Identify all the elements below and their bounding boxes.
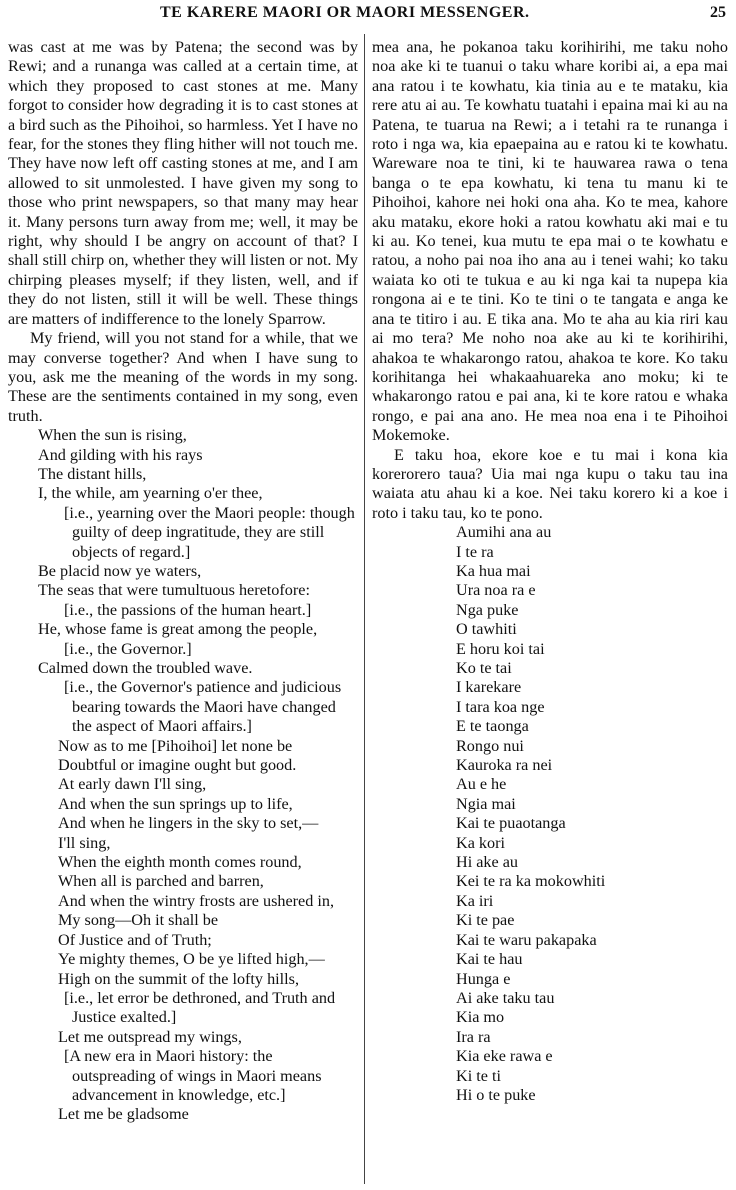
maori-poem-line: Au e he (456, 775, 507, 794)
english-column (8, 38, 358, 1125)
maori-poem-line: Kia mo (456, 1008, 505, 1027)
maori-poem-line: Hi o te puke (456, 1085, 536, 1104)
maori-column (372, 38, 728, 1105)
poem-note: [i.e., the passions of the human heart.] (64, 600, 312, 619)
poem-line: Be placid now ye waters, (38, 561, 202, 580)
maori-second-paragraph: E taku hoa, ekore koe e tu mai i kona kia korerorero taua? Uia mai nga kupu o taku tau ina waiata atu ahau ki a koe. Nei taku korero ki a koe i roto i taku tau, ko te pono. (372, 445, 728, 522)
maori-poem-line: Ira ra (456, 1027, 491, 1046)
poem-line: Calmed down the troubled wave. (38, 659, 253, 677)
poem-line: When the eighth month comes round, (58, 853, 302, 872)
poem-note: [i.e., yearning over the Maori people: though guilty of deep ingratitude, they are still objects of regard.] (64, 503, 355, 561)
maori-poem-line: I te ra (456, 542, 494, 561)
poem-line: At early dawn I'll sing, (58, 775, 207, 794)
english-second-paragraph: My friend, will you not stand for a while, that we may converse together? And when I have sung to you, ask me the meaning of the words in my song. These are the sentiments contained in my song, even truth. (8, 329, 358, 425)
poem-line: And when the sun springs up to life, (58, 794, 293, 813)
maori-poem-line: Ki te pae (456, 911, 515, 930)
poem-line: Let me outspread my wings, (58, 1027, 242, 1046)
maori-poem-line: Kauroka ra nei (456, 756, 553, 775)
poem-line: My song—Oh it shall be (58, 911, 219, 930)
page-header (0, 4, 736, 32)
poem-line: I, the while, am yearning o'er thee, (38, 484, 263, 503)
maori-opening-paragraph: mea ana, he pokanoa taku korihirihi, me taku noho noa ake ki te tuanui o taku whare koribi ai, a epa mai ana ratou i te kowhatu, kia tinia au e te mataku, kia rere atu ai au. Te kowhatu tuatahi i epaina mai ki au na Patena, te tuarua na Rewi; a i tetahi ra te runanga i roto i nga wa, kia epaepaina au e ratou ki te kowhatu. Wareware noa te tini, ki te hauwarea rawa o tena banga o te epa kowhatu, ki tena tu manu ki te Pihoihoi, kahore nei hoki ona aha. Ko te mea, kahore aku mataku, ekore hoki a ratou kowhatu aki mai e tu ki au. Ko tenei, kua mutu te epa mai o te kowhatu e ratou, a noho pai noa iho ana au i tenei wahi; ko taku waiata ko oti te tukua e au ki nga kai ta nupepa kia rongona ai e te tini. Ko te tini o te tangata e anga ke ana te titiro i au. E tika ana. Mo te aha au kia riri kau ai mo tera? Me noho noa ake au ki te korihirihi, ahakoa te whakarongo ratou, ahakoa te kore. Ko taku korihitanga hei whakaahuareka ano moku; ki te whakarongo ratou e pai ana, ki te kore ratou e whaka rongo, e pai ana ano. He mea noa ena i te Pihoihoi Mokemoke. (372, 38, 728, 445)
maori-poem-line: Ka hua mai (456, 561, 531, 580)
poem-line: And gilding with his rays (38, 445, 203, 464)
poem-line: The distant hills, (38, 464, 147, 483)
poem-note: [i.e., the Governor's patience and judicious bearing towards the Maori have changed the aspect of Maori affairs.] (64, 678, 342, 736)
poem-note: [i.e., let error be dethroned, and Truth and Justice exalted.] (64, 988, 336, 1027)
maori-poem-line: I karekare (456, 678, 522, 697)
poem-line: Ye mighty themes, O be ye lifted high,— (58, 950, 325, 969)
column-divider (364, 34, 365, 1184)
maori-poem-line: Ko te tai (456, 659, 512, 677)
english-poem (8, 426, 358, 1125)
poem-note: [i.e., the Governor.] (64, 639, 192, 658)
maori-poem-line: Hunga e (456, 969, 511, 988)
poem-line: And when the wintry frosts are ushered in, (58, 891, 335, 910)
poem-line: When all is parched and barren, (58, 872, 264, 891)
poem-line: The seas that were tumultuous heretofore: (38, 581, 310, 600)
maori-poem-line: Kei te ra ka mokowhiti (456, 872, 606, 891)
poem-line: And when he lingers in the sky to set,— (58, 814, 319, 833)
maori-poem-line: Kai te waru pakapaka (456, 930, 597, 949)
maori-poem-line: O tawhiti (456, 620, 517, 639)
poem-line: Let me be gladsome (58, 1105, 189, 1124)
poem-note: [A new era in Maori history: the outspreading of wings in Maori means advancement in knowledge, etc.] (64, 1047, 322, 1104)
poem-line: High on the summit of the lofty hills, (58, 969, 300, 988)
poem-line: When the sun is rising, (38, 426, 187, 445)
poem-line: Doubtful or imagine ought but good. (58, 756, 297, 775)
maori-poem-line: Ai ake taku tau (456, 988, 555, 1007)
maori-poem-line: Nga puke (456, 600, 519, 619)
maori-poem-line: Kia eke rawa e (456, 1047, 553, 1066)
poem-line: Now as to me [Pihoihoi] let none be (58, 736, 293, 755)
english-opening-paragraph: was cast at me was by Patena; the second was by Rewi; and a runanga was called at a certain time, at which they proposed to cast stones at me. Many forgot to consider how degrading it is to cast stones at a bird such as the Pihoihoi, so harmless. Yet I have no fear, for the stones they fling hither will not touch me. They have now left off casting stones at me, and I am allowed to sit unmolested. I have given my song to those who print newspapers, so that many may hear it. Many persons turn away from me; well, it may be right, why should I be angry on account of that? I shall still chirp on, whether they will listen or not. My chirping pleases myself; if they listen, well, and if they do not listen, still it will be well. These things are matters of indifference to the lonely Sparrow. (8, 38, 358, 328)
maori-poem-line: Ki te ti (456, 1066, 501, 1085)
maori-poem-line: Hi ake au (456, 853, 519, 872)
maori-poem-line: Rongo nui (456, 736, 524, 755)
maori-poem-line: I tara koa nge (456, 697, 545, 716)
maori-poem-line: Ngia mai (456, 794, 516, 813)
maori-poem-line: E horu koi tai (456, 639, 545, 658)
poem-line: He, whose fame is great among the people, (38, 620, 318, 639)
maori-poem-line: Aumihi ana au (456, 523, 552, 542)
maori-poem-line: Ka kori (456, 833, 505, 852)
maori-poem-line: E te taonga (456, 717, 529, 736)
maori-poem-line: Ka iri (456, 891, 494, 910)
maori-poem-line: Ura noa ra e (456, 581, 536, 600)
maori-poem-line: Kai te hau (456, 950, 523, 969)
newspaper-title: TE KARERE MAORI OR MAORI MESSENGER. (160, 4, 530, 21)
page-number: 25 (710, 4, 726, 21)
maori-poem (372, 523, 728, 1105)
poem-line: I'll sing, (58, 833, 111, 852)
maori-poem-line: Kai te puaotanga (456, 814, 566, 833)
poem-line: Of Justice and of Truth; (58, 930, 212, 949)
